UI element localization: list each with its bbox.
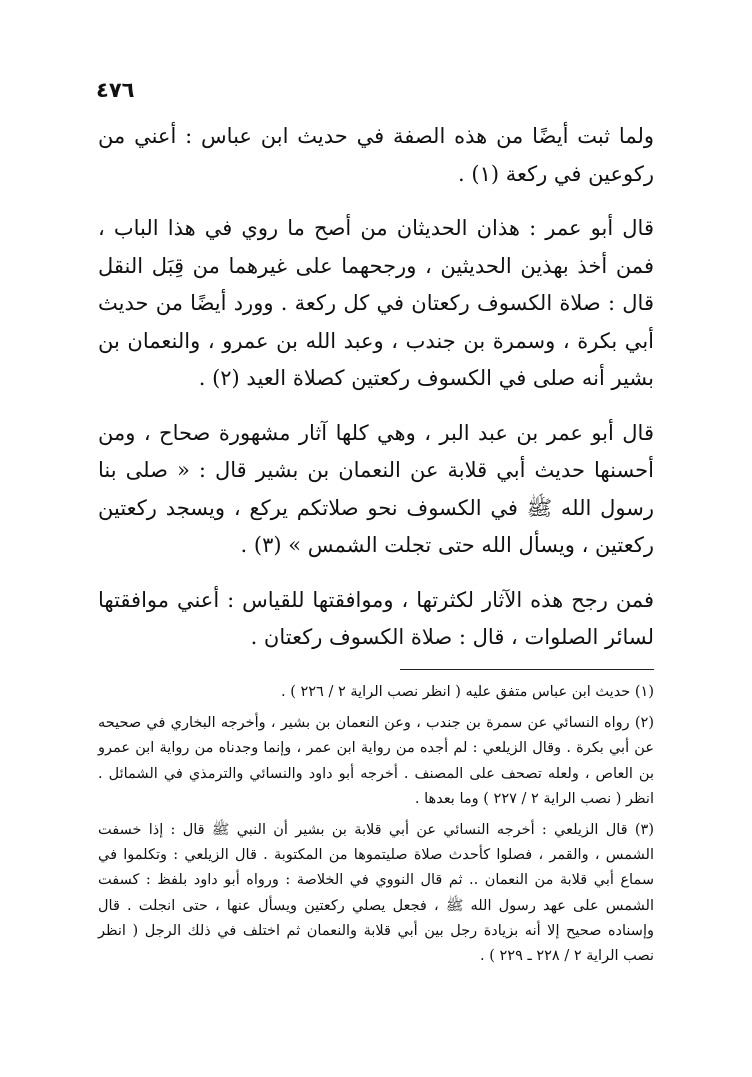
footnote-1: (١) حديث ابن عباس متفق عليه ( انظر نصب الراية ٢ / ٢٢٦ ) . (281, 684, 654, 700)
paragraph-2: قال أبو عمر : هذان الحديثان من أصح ما روي في هذا الباب ، فمن أخذ بهذين الحديثين ، ورجحهما على غيرهما من قِبَل النقل قال : صلاة الكسوف ركعتان في كل ركعة . وورد أيضًا من حديث أبي بكرة ، وسمرة بن جندب ، وعبد الله بن عمرو ، والنعمان بن بشير أنه صلى في الكسوف ركعتين كصلاة العيد (٢) . (98, 216, 654, 390)
footnote-separator (400, 669, 654, 670)
paragraph-1: ولما ثبت أيضًا من هذه الصفة في حديث ابن عباس : أعني من ركوعين في ركعة (١) . (98, 124, 654, 186)
footnote-3: (٣) قال الزيلعي : أخرجه النسائي عن أبي قلابة بن بشير أن النبي ﷺ قال : إذا خسفت الشمس ، والقمر ، فصلوا كأحدث صلاة صليتموها من المكتوبة . قال الزيلعي : وتكلموا في سماع أبي قلابة من النعمان .. ثم قال النووي في الخلاصة : ورواه أبو داود بلفظ : كسفت الشمس على عهد رسول الله ﷺ ، فجعل يصلي ركعتين ويسأل عنها ، حتى انجلت . قال وإسناده صحيح إلا أنه بزيادة رجل بين أبي قلابة والنعمان ثم اختلف في ذلك الرجل ( انظر نصب الراية ٢ / ٢٢٨ ـ ٢٢٩ ) . (98, 822, 654, 965)
footnote-2: (٢) رواه النسائي عن سمرة بن جندب ، وعن النعمان بن بشير ، وأخرجه البخاري في صحيحه عن أبي بكرة . وقال الزيلعي : لم أجده من رواية ابن عمر ، وإنما وجدناه من رواية ابن عمرو بن العاص ، ولعله تصحف على المصنف . أخرجه أبو داود والنسائي والترمذي في الشمائل . انظر ( نصب الراية ٢ / ٢٢٧ ) وما بعدها . (98, 715, 654, 807)
paragraph-3: قال أبو عمر بن عبد البر ، وهي كلها آثار مشهورة صحاح ، ومن أحسنها حديث أبي قلابة عن النعمان بن بشير قال : « صلى بنا رسول الله ﷺ في الكسوف نحو صلاتكم يركع ، ويسجد ركعتين ركعتين ، ويسأل الله حتى تجلت الشمس » (٣) . (98, 420, 654, 557)
page-number: ٤٧٦ (96, 78, 135, 102)
footnotes (98, 680, 654, 975)
paragraph-4: فمن رجح هذه الآثار لكثرتها ، وموافقتها للقياس : أعني موافقتها لسائر الصلوات ، قال : صلاة الكسوف ركعتان . (98, 587, 654, 649)
main-text (98, 118, 654, 674)
